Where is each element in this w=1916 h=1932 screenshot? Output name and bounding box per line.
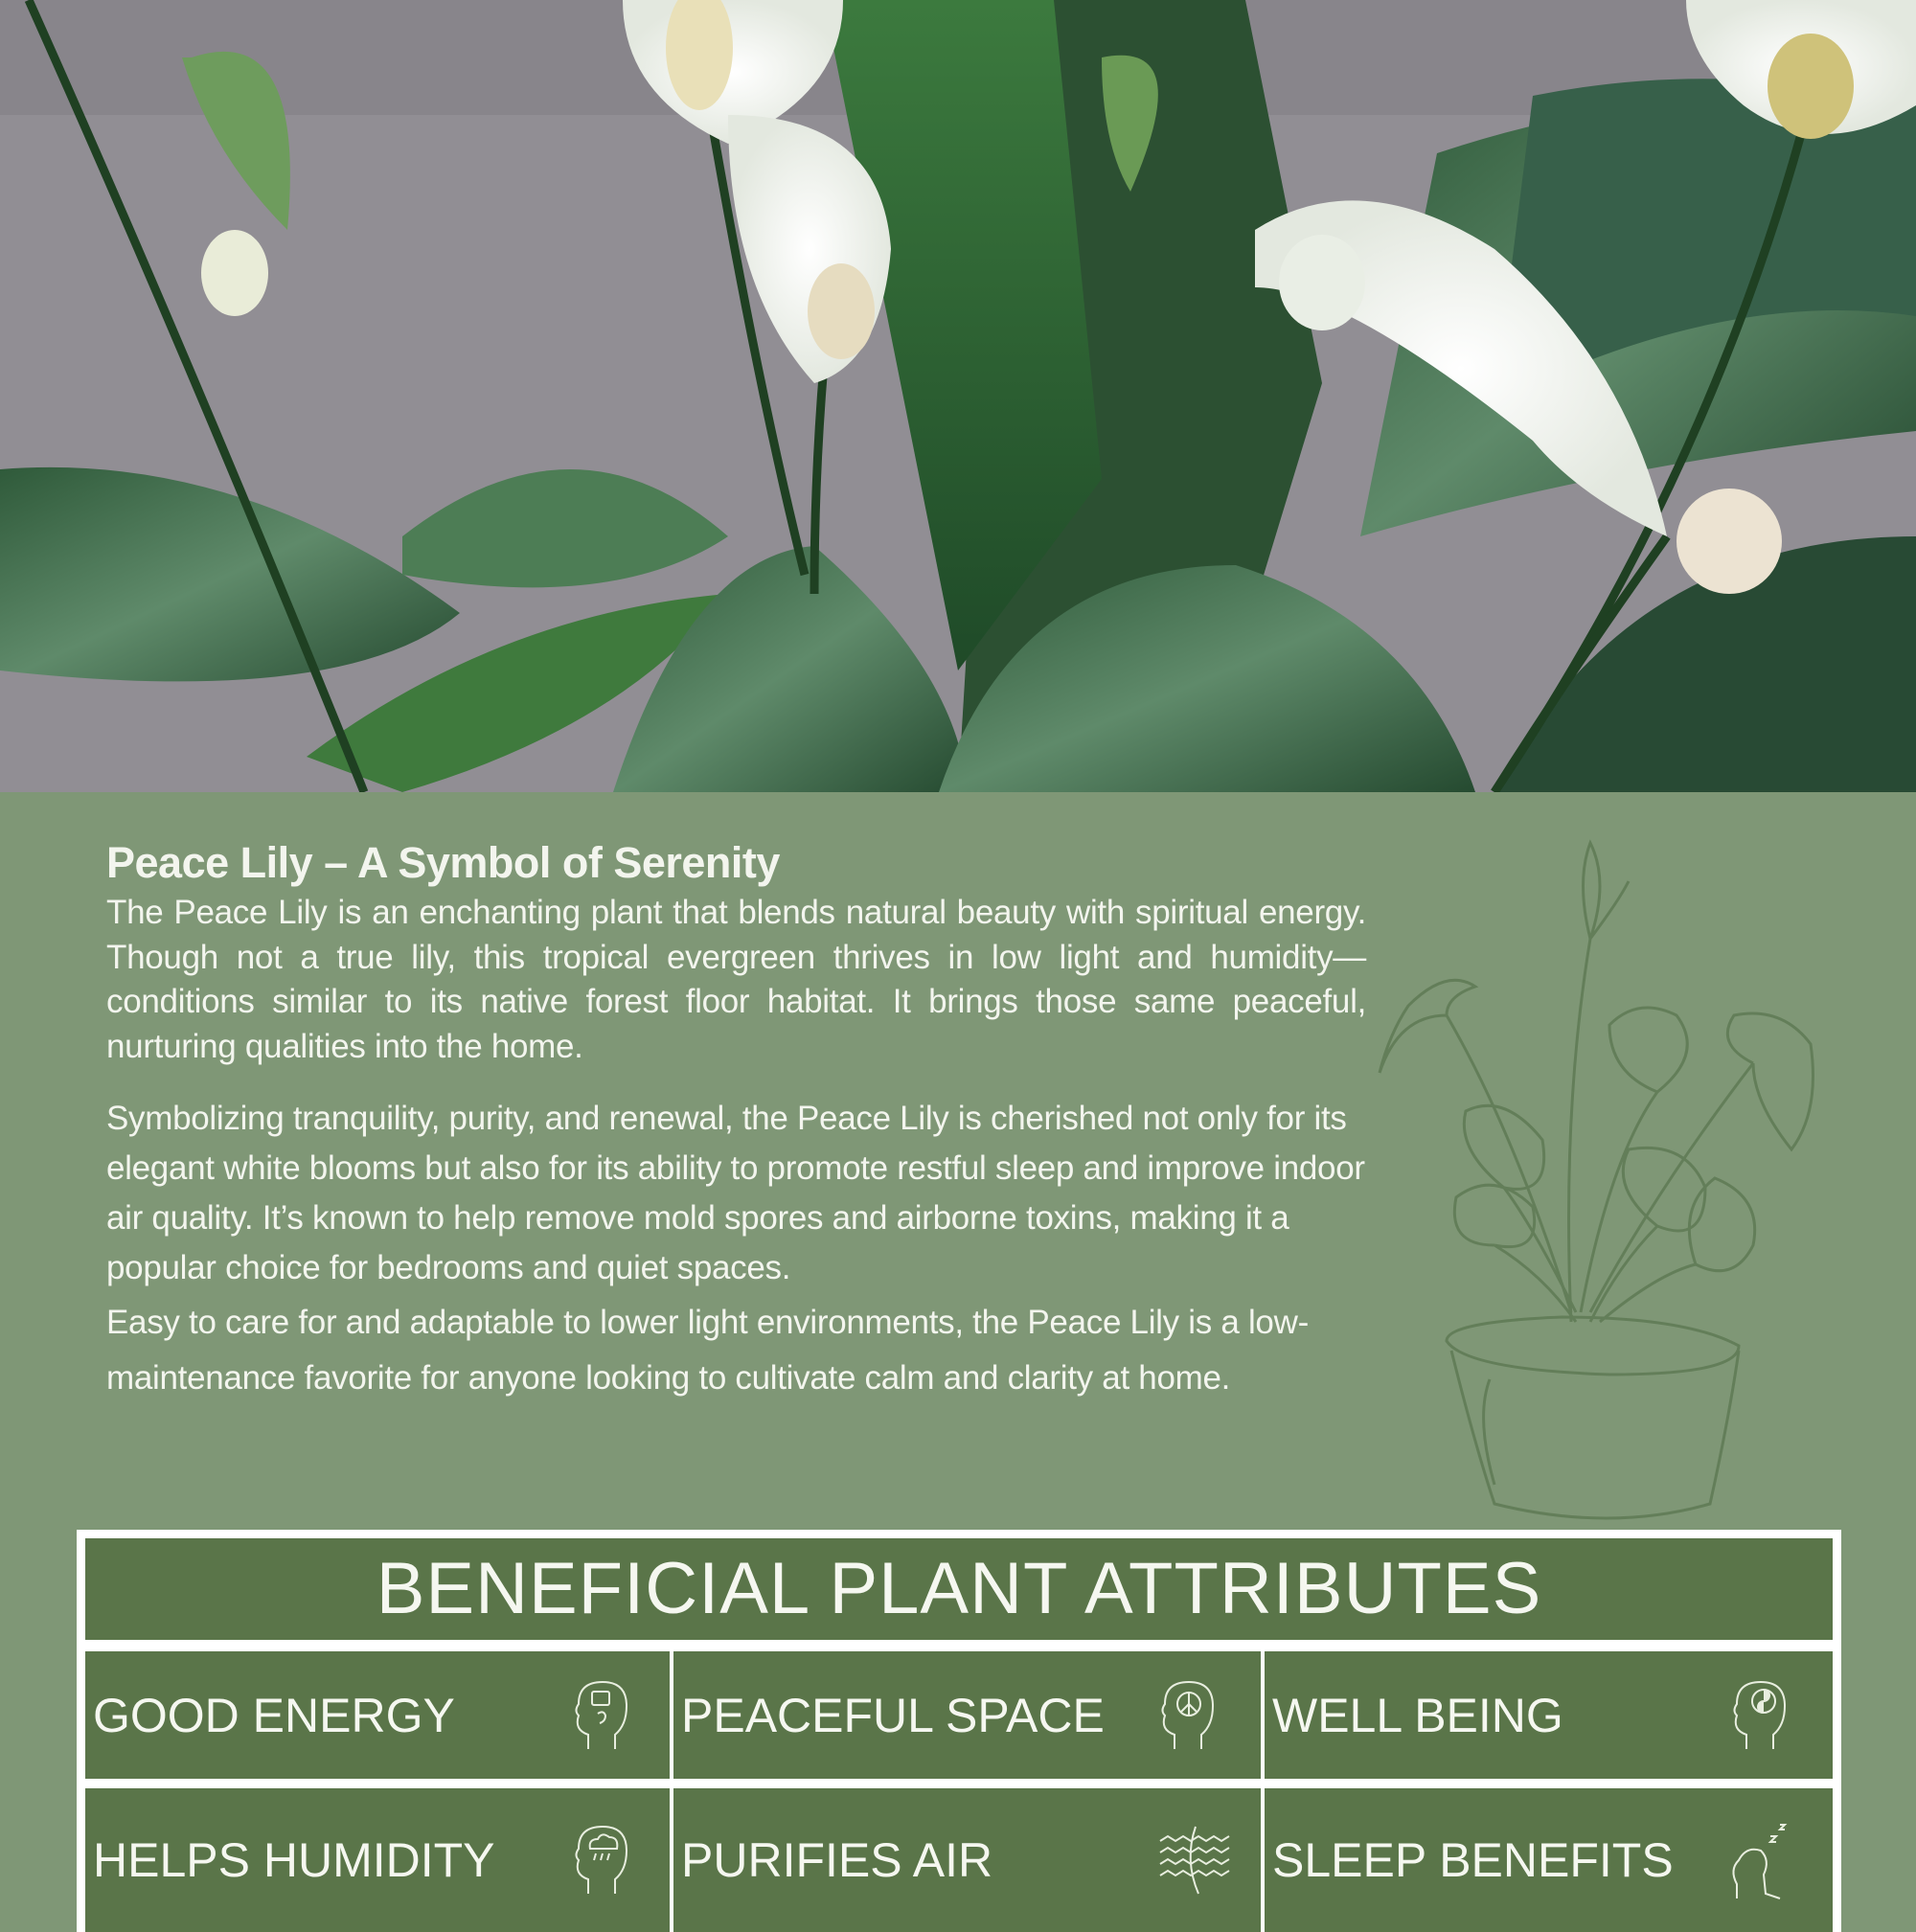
- head-battery-icon: [569, 1677, 636, 1754]
- attribute-well-being: [1265, 1651, 1833, 1779]
- head-peace-icon: [1155, 1677, 1222, 1754]
- peace-lily-photo: [0, 0, 1916, 792]
- head-yin-yang-icon: [1727, 1677, 1794, 1754]
- attribute-sleep-benefits: [1265, 1788, 1833, 1932]
- head-rain-icon: [569, 1822, 636, 1898]
- article-title: Peace Lily – A Symbol of Serenity: [106, 838, 780, 887]
- attribute-label: PURIFIES AIR: [681, 1833, 993, 1887]
- article-paragraph-2: Symbolizing tranquility, purity, and renewal, the Peace Lily is cherished not only for its elegant white blooms but also for its ability to promote restful sleep and improve indoor air quality. It’s known to help remove mold spores and airborne toxins, making it a popular choice for bedrooms and quiet spaces.: [106, 1100, 1365, 1286]
- attributes-title: BENEFICIAL PLANT ATTRIBUTES: [85, 1538, 1833, 1640]
- attribute-helps-humidity: [85, 1788, 670, 1932]
- attribute-label: HELPS HUMIDITY: [93, 1833, 495, 1887]
- attribute-purifies-air: [673, 1788, 1261, 1932]
- attribute-peaceful-space: [673, 1651, 1261, 1779]
- sleep-head-icon: [1727, 1817, 1794, 1903]
- attribute-label: PEACEFUL SPACE: [681, 1688, 1105, 1742]
- article: [106, 835, 1366, 1406]
- potted-plant-sketch: [1370, 824, 1839, 1533]
- air-waves-icon: [1155, 1822, 1242, 1898]
- attribute-label: SLEEP BENEFITS: [1272, 1833, 1674, 1887]
- article-paragraph-3: Easy to care for and adaptable to lower light environments, the Peace Lily is a low-maintenance favorite for anyone looking to cultivate calm and clarity at home.: [106, 1304, 1309, 1397]
- attribute-label: WELL BEING: [1272, 1688, 1563, 1742]
- attribute-good-energy: [85, 1651, 670, 1779]
- article-paragraph-1: The Peace Lily is an enchanting plant that blends natural beauty with spiritual energy. Though not a true lily, this tropical evergreen thrives in low light and humidity—conditions similar to its native forest floor habitat. It brings those same peaceful, nurturing qualities into the home.: [106, 894, 1366, 1065]
- attributes-table: [77, 1530, 1841, 1932]
- attribute-label: GOOD ENERGY: [93, 1688, 455, 1742]
